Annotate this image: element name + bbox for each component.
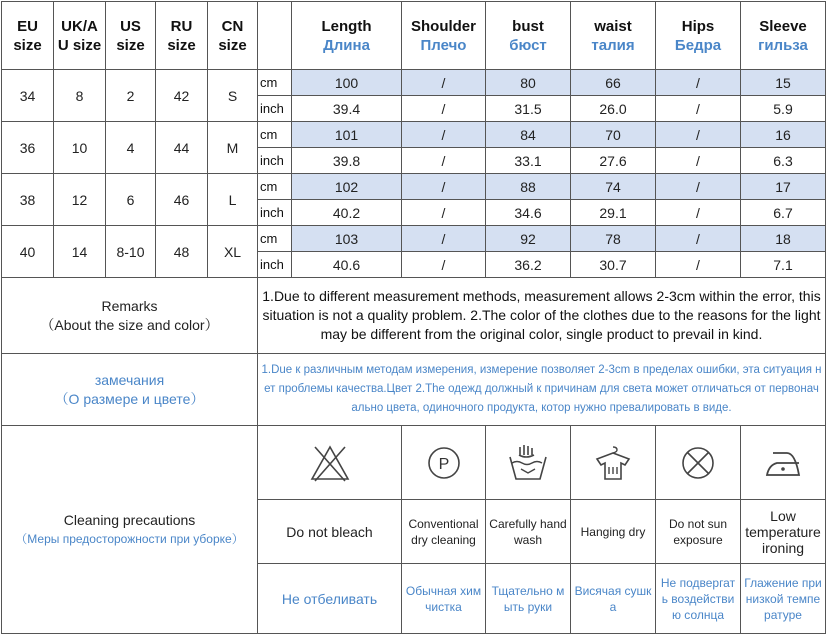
us-size-cell: 8-10 [106, 226, 156, 278]
remarks-en-row [2, 278, 826, 354]
sleeve-cell: 7.1 [741, 252, 826, 278]
svg-text:P: P [438, 455, 449, 473]
hips-header [656, 2, 741, 70]
ru-size-header: RU size [156, 2, 208, 70]
sleeve-header-en: Sleeve [759, 17, 807, 35]
remarks-title: Remarks [101, 297, 158, 314]
remarks-ru-row [2, 354, 826, 426]
shoulder-cell: / [402, 252, 486, 278]
length-header-ru: Длина [323, 36, 370, 54]
header-row [2, 2, 826, 70]
us-size-cell: 4 [106, 122, 156, 174]
length-cell: 103 [292, 226, 402, 252]
cn-size-cell: XL [208, 226, 258, 278]
length-cell: 100 [292, 70, 402, 96]
hips-header-en: Hips [681, 17, 715, 35]
hanging-dry-icon [571, 426, 656, 500]
shoulder-header [402, 2, 486, 70]
waist-cell: 74 [571, 174, 656, 200]
sleeve-cell: 6.7 [741, 200, 826, 226]
waist-cell: 29.1 [571, 200, 656, 226]
remarks-text-en: 1.Due to different measurement methods, measurement allows 2-3cm within the error, this situation is not a quality problem. 2.The color of the clothes due to the reasons for the light may be different from the original color, single product to prevail in kind. [258, 278, 826, 354]
sleeve-cell: 18 [741, 226, 826, 252]
care-text-en: Do not bleach [258, 500, 402, 564]
remarks-label [2, 278, 258, 354]
shoulder-cell: / [402, 226, 486, 252]
remarks-ru-title: замечания [94, 371, 165, 388]
remarks-subtitle: （About the size and color） [40, 316, 219, 333]
eu-size-cell: 40 [2, 226, 54, 278]
bust-cell: 33.1 [486, 148, 571, 174]
sleeve-header-ru: гильза [758, 36, 808, 54]
length-cell: 101 [292, 122, 402, 148]
care-text-ru: Тщательно мыть руки [486, 564, 571, 634]
length-cell: 40.6 [292, 252, 402, 278]
care-icon-row [2, 426, 826, 500]
us-size-cell: 6 [106, 174, 156, 226]
length-cell: 40.2 [292, 200, 402, 226]
care-text-en: Conventional dry cleaning [402, 500, 486, 564]
waist-header-ru: талия [591, 36, 635, 54]
hips-cell: / [656, 70, 741, 96]
unit-cell: cm [258, 174, 292, 200]
uk-size-cell: 12 [54, 174, 106, 226]
size-row-cm [2, 226, 826, 252]
unit-cell: cm [258, 70, 292, 96]
ru-size-cell: 46 [156, 174, 208, 226]
care-subtitle: （Меры предосторожности при уборке） [15, 531, 244, 546]
size-row-cm [2, 174, 826, 200]
no-sun-icon [656, 426, 741, 500]
care-text-en: Low temperature ironing [741, 500, 826, 564]
unit-cell: inch [258, 200, 292, 226]
bust-cell: 84 [486, 122, 571, 148]
bust-cell: 92 [486, 226, 571, 252]
unit-cell: cm [258, 226, 292, 252]
bust-header-ru: бюст [509, 36, 547, 54]
uk-size-cell: 14 [54, 226, 106, 278]
shoulder-header-en: Shoulder [410, 17, 476, 35]
shoulder-cell: / [402, 200, 486, 226]
care-label [2, 426, 258, 634]
unit-cell: inch [258, 252, 292, 278]
length-cell: 39.8 [292, 148, 402, 174]
remarks-ru-label [2, 354, 258, 426]
waist-header-en: waist [594, 17, 632, 35]
sleeve-cell: 5.9 [741, 96, 826, 122]
bust-cell: 31.5 [486, 96, 571, 122]
length-header [292, 2, 402, 70]
care-text-ru: Глажение при низкой температуре [741, 564, 826, 634]
bust-header-en: bust [512, 17, 544, 35]
waist-cell: 66 [571, 70, 656, 96]
uk-size-header: UK/A U size [54, 2, 106, 70]
shoulder-cell: / [402, 174, 486, 200]
care-text-en: Do not sun exposure [656, 500, 741, 564]
unit-header [258, 2, 292, 70]
sleeve-cell: 16 [741, 122, 826, 148]
unit-cell: cm [258, 122, 292, 148]
bust-cell: 88 [486, 174, 571, 200]
care-text-ru: Не подвергать воздействию солнца [656, 564, 741, 634]
care-text-en: Hanging dry [571, 500, 656, 564]
waist-header [571, 2, 656, 70]
shoulder-header-ru: Плечо [420, 36, 467, 54]
cn-size-cell: L [208, 174, 258, 226]
care-text-ru: Обычная химчистка [402, 564, 486, 634]
waist-cell: 70 [571, 122, 656, 148]
hips-cell: / [656, 226, 741, 252]
ru-size-cell: 42 [156, 70, 208, 122]
remarks-text-ru: 1.Due к различным методам измерения, измерение позволяет 2-3cm в пределах ошибки, эта ситуация нет проблемы качества.Цвет 2.The одежд должный к причинам для света может отличаться от первоначально цвета, одиночного продукта, котор нужно превалировать в виде. [258, 354, 826, 426]
cn-size-cell: S [208, 70, 258, 122]
waist-cell: 30.7 [571, 252, 656, 278]
care-text-ru: Висячая сушка [571, 564, 656, 634]
cn-size-header: CN size [208, 2, 258, 70]
hips-cell: / [656, 96, 741, 122]
eu-size-header: EU size [2, 2, 54, 70]
shoulder-cell: / [402, 96, 486, 122]
sleeve-cell: 6.3 [741, 148, 826, 174]
us-size-header: US size [106, 2, 156, 70]
hips-cell: / [656, 174, 741, 200]
hips-cell: / [656, 200, 741, 226]
unit-cell: inch [258, 96, 292, 122]
eu-size-cell: 34 [2, 70, 54, 122]
size-row-cm [2, 70, 826, 96]
ru-size-cell: 48 [156, 226, 208, 278]
care-title: Cleaning precautions [63, 511, 196, 528]
bust-cell: 80 [486, 70, 571, 96]
uk-size-cell: 10 [54, 122, 106, 174]
size-row-cm [2, 122, 826, 148]
us-size-cell: 2 [106, 70, 156, 122]
sleeve-header [741, 2, 826, 70]
no-bleach-icon [258, 426, 402, 500]
eu-size-cell: 36 [2, 122, 54, 174]
hips-cell: / [656, 122, 741, 148]
cn-size-cell: M [208, 122, 258, 174]
hips-cell: / [656, 148, 741, 174]
dry-clean-icon [402, 426, 486, 500]
unit-cell: inch [258, 148, 292, 174]
waist-cell: 78 [571, 226, 656, 252]
hand-wash-icon [486, 426, 571, 500]
shoulder-cell: / [402, 148, 486, 174]
size-chart-table [1, 1, 826, 634]
length-cell: 39.4 [292, 96, 402, 122]
length-cell: 102 [292, 174, 402, 200]
shoulder-cell: / [402, 122, 486, 148]
hips-header-ru: Бедра [674, 36, 722, 54]
sleeve-cell: 15 [741, 70, 826, 96]
uk-size-cell: 8 [54, 70, 106, 122]
bust-cell: 36.2 [486, 252, 571, 278]
remarks-ru-subtitle: （О размере и цвете） [54, 390, 205, 407]
eu-size-cell: 38 [2, 174, 54, 226]
care-text-ru: Не отбеливать [258, 564, 402, 634]
bust-header [486, 2, 571, 70]
bust-cell: 34.6 [486, 200, 571, 226]
shoulder-cell: / [402, 70, 486, 96]
waist-cell: 26.0 [571, 96, 656, 122]
waist-cell: 27.6 [571, 148, 656, 174]
care-text-en: Carefully hand wash [486, 500, 571, 564]
low-iron-icon [741, 426, 826, 500]
sleeve-cell: 17 [741, 174, 826, 200]
length-header-en: Length [321, 17, 372, 35]
hips-cell: / [656, 252, 741, 278]
ru-size-cell: 44 [156, 122, 208, 174]
